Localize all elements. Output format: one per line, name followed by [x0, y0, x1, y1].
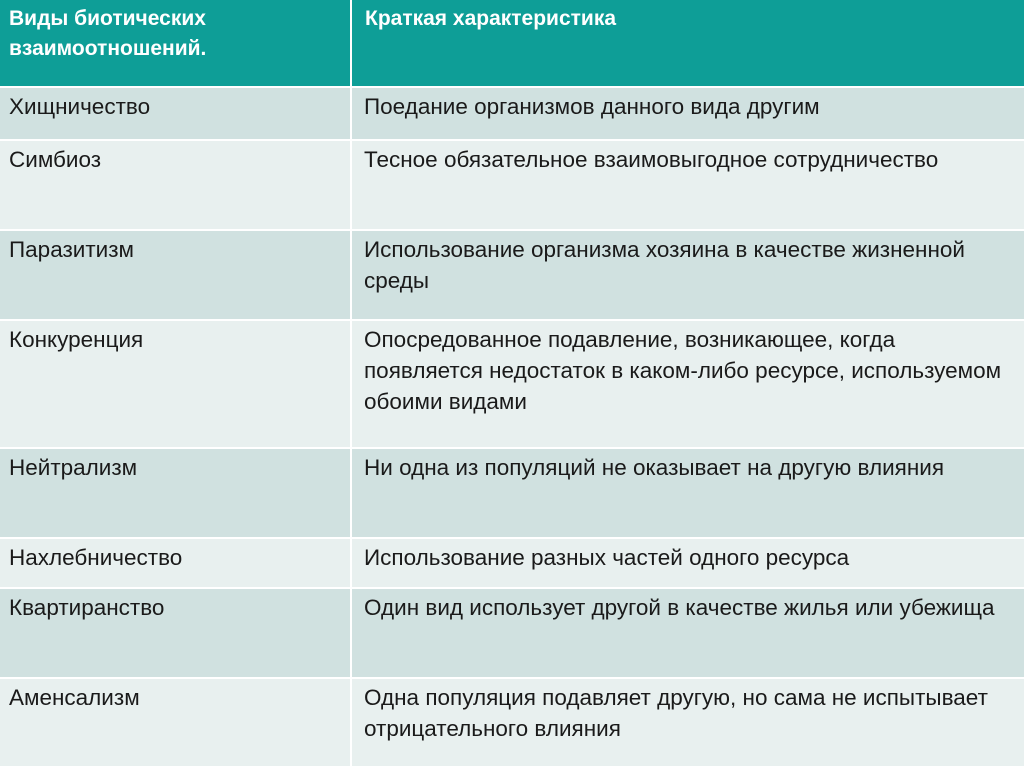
- table-row: [0, 320, 1024, 448]
- header-row: [0, 0, 1024, 87]
- relation-description: Поедание организмов данного вида другим: [351, 87, 1024, 140]
- relation-type: Хищничество: [0, 87, 351, 140]
- relation-type: Конкуренция: [0, 320, 351, 448]
- relation-description: Ни одна из популяций не оказывает на другую влияния: [351, 448, 1024, 538]
- relation-description: Использование организма хозяина в качестве жизненной среды: [351, 230, 1024, 320]
- table-row: [0, 588, 1024, 678]
- table-row: [0, 538, 1024, 588]
- relation-type: Нейтрализм: [0, 448, 351, 538]
- header-type: Виды биотических взаимоотношений.: [0, 0, 351, 87]
- relation-description: Опосредованное подавление, возникающее, когда появляется недостаток в каком-либо ресурсе, используемом обоими видами: [351, 320, 1024, 448]
- relation-type: Паразитизм: [0, 230, 351, 320]
- header-description: Краткая характеристика: [351, 0, 1024, 87]
- relation-description: Один вид использует другой в качестве жилья или убежища: [351, 588, 1024, 678]
- table-row: [0, 448, 1024, 538]
- relation-type: Симбиоз: [0, 140, 351, 230]
- relation-type: Аменсализм: [0, 678, 351, 767]
- table-row: [0, 230, 1024, 320]
- relation-description: Одна популяция подавляет другую, но сама не испытывает отрицательного влияния: [351, 678, 1024, 767]
- table-row: [0, 678, 1024, 767]
- table-row: [0, 140, 1024, 230]
- relation-description: Тесное обязательное взаимовыгодное сотрудничество: [351, 140, 1024, 230]
- relation-type: Квартиранство: [0, 588, 351, 678]
- relation-type: Нахлебничество: [0, 538, 351, 588]
- table-row: [0, 87, 1024, 140]
- relation-description: Использование разных частей одного ресурса: [351, 538, 1024, 588]
